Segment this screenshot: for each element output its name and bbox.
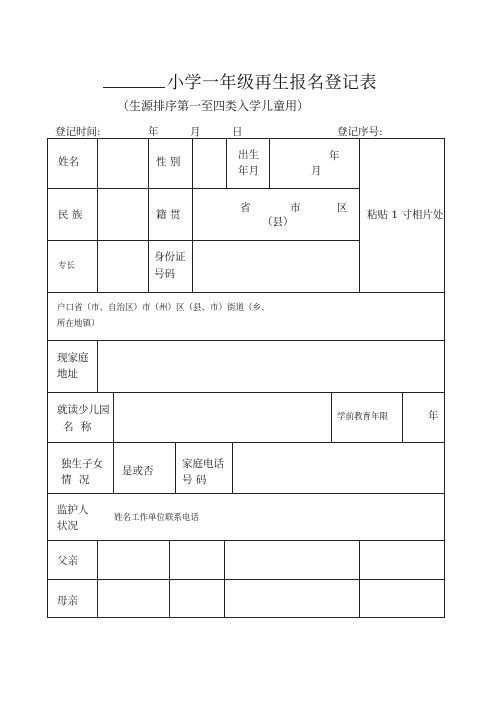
mother-phone-cell[interactable] <box>360 580 444 617</box>
father-label: 父亲 <box>57 555 78 567</box>
ethnic-cell[interactable] <box>98 189 148 240</box>
only-child-yes-no: 是或否 <box>122 465 154 477</box>
table-border-bottom <box>47 617 444 618</box>
hukou-label-line2: 所在地镇） <box>57 319 100 329</box>
specialty-label: 专长 <box>58 261 76 271</box>
only-child-label-line2: 情 况 <box>61 474 92 486</box>
home-phone-cell[interactable] <box>233 443 444 493</box>
hukou-label-line1: 户口省（市、自治区）市（州）区（县、市）街道（乡、 <box>57 303 270 313</box>
mother-name-cell[interactable] <box>98 580 169 617</box>
father-name-cell[interactable] <box>98 541 169 579</box>
only-child-label-line1: 独生子女 <box>61 458 103 470</box>
native-place-label: 籍 贯 <box>156 209 181 221</box>
district-unit: 区 <box>337 202 348 214</box>
father-phone-cell[interactable] <box>360 541 444 579</box>
kindergarten-label-line1: 就读少儿园 <box>57 404 110 416</box>
county-unit: （县） <box>262 216 294 228</box>
mother-employer-cell[interactable] <box>225 580 359 617</box>
table-border-right <box>444 138 445 618</box>
birth-year-unit: 年 <box>329 150 340 162</box>
specialty-cell[interactable] <box>98 241 148 292</box>
home-address-label-line2: 地址 <box>57 368 78 380</box>
table-border-left <box>47 138 48 618</box>
form-title <box>103 73 377 92</box>
father-employer-cell[interactable] <box>225 541 359 579</box>
registration-number-label: 登记序号: <box>337 126 383 138</box>
guardian-label-line1: 监护人 <box>57 504 89 516</box>
title-blank-line[interactable] <box>103 73 165 88</box>
kindergarten-cell[interactable] <box>114 393 331 442</box>
title-text: 小学一年级再生报名登记表 <box>167 73 377 93</box>
photo-cell[interactable] <box>360 139 444 292</box>
registration-year: 年 <box>148 126 159 138</box>
form-subtitle: （生源排序第一至四类入学儿童用） <box>117 99 310 113</box>
gender-cell[interactable] <box>193 139 226 188</box>
home-phone-label-line2: 号 码 <box>182 474 207 486</box>
mother-label: 母亲 <box>57 595 78 607</box>
kindergarten-label-line2: 名 称 <box>63 421 94 433</box>
city-unit: 市 <box>290 202 301 214</box>
registration-time-label: 登记时间: <box>55 126 101 138</box>
registration-day: 日 <box>232 126 243 138</box>
home-address-label-line1: 现家庭 <box>57 352 89 364</box>
birth-label-line2: 年月 <box>238 165 259 177</box>
preschool-years-label: 学前教育年限 <box>337 412 389 422</box>
ethnic-label: 民 族 <box>58 209 83 221</box>
province-unit: 省 <box>240 202 251 214</box>
father-work-cell[interactable] <box>170 541 224 579</box>
registration-month: 月 <box>190 126 201 138</box>
home-phone-label-line1: 家庭电话 <box>182 458 224 470</box>
birth-label-line1: 出生 <box>238 149 259 161</box>
guardian-label-line2: 状况 <box>57 520 78 532</box>
home-address-cell[interactable] <box>98 341 444 392</box>
birth-month-unit: 月 <box>311 165 322 177</box>
name-cell[interactable] <box>98 139 148 188</box>
name-label: 姓名 <box>58 156 79 168</box>
photo-placeholder: 粘贴 1 寸相片处 <box>367 209 444 221</box>
gender-label: 性 别 <box>156 156 181 168</box>
id-number-label-line2: 号码 <box>154 268 175 280</box>
guardian-columns-header: 姓名工作单位联系电话 <box>114 513 200 523</box>
mother-work-cell[interactable] <box>170 580 224 617</box>
preschool-years-unit: 年 <box>428 410 439 422</box>
id-number-cell[interactable] <box>193 241 359 292</box>
id-number-label-line1: 身份证 <box>154 251 186 263</box>
